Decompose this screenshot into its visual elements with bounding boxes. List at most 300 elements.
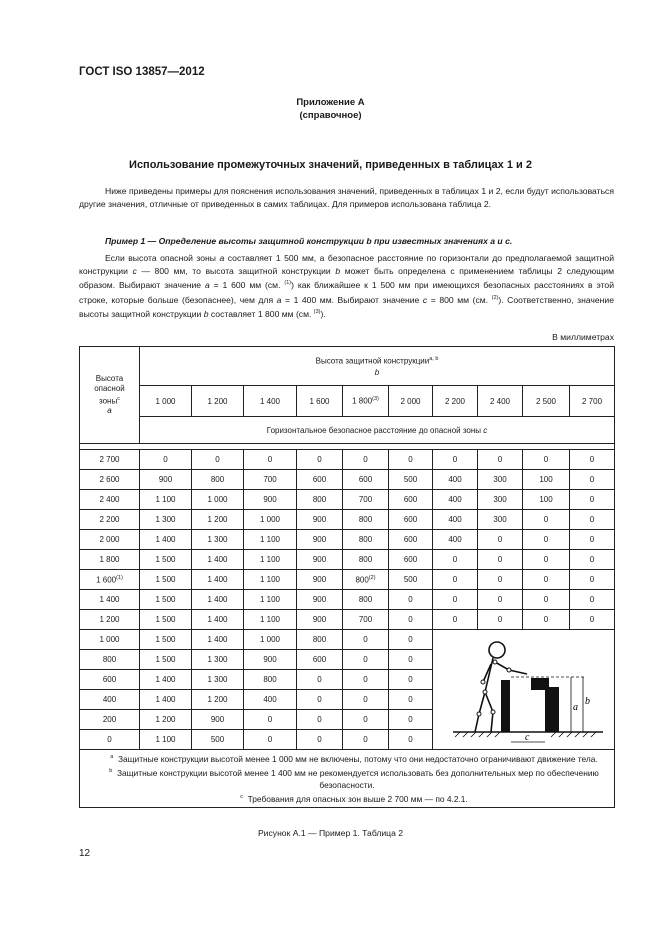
distance-value: 1 300 (207, 655, 228, 664)
distance-cell (389, 650, 433, 670)
ref-mark: (2) (368, 574, 376, 581)
distance-cell (343, 570, 389, 590)
distance-cell (389, 610, 433, 630)
distance-value: 0 (543, 515, 549, 524)
distance-value: 0 (543, 575, 549, 584)
distance-value: 0 (589, 495, 595, 504)
distance-header-text: Горизонтальное безопасное расстояние до опасной зоны (266, 425, 484, 435)
distance-value: 900 (312, 535, 327, 544)
distance-cell (433, 590, 478, 610)
distance-cell (297, 550, 343, 570)
distance-cell (297, 690, 343, 710)
zone-height-text: 2 600 (99, 475, 120, 484)
safety-distance-table (79, 346, 615, 808)
appendix-type: (справочное) (299, 110, 362, 121)
distance-value: 400 (448, 535, 462, 544)
distance-cell (140, 470, 192, 490)
distance-value: 0 (267, 455, 273, 464)
example-text: может быть определена с применением таблицы 2 следующим образом. Выбирают значение (79, 265, 615, 291)
distance-value: 1 400 (207, 635, 228, 644)
zone-height-text: 1 600 (96, 575, 117, 585)
var-b: b (335, 265, 341, 276)
hazard-zone-object (531, 678, 559, 732)
distance-value: 1 400 (155, 695, 176, 704)
distance-value: 1 300 (207, 675, 228, 684)
zone-height-text: 400 (102, 695, 117, 704)
zone-height-cell (80, 550, 140, 570)
table-row (80, 550, 615, 570)
distance-value: 300 (493, 475, 507, 484)
distance-cell (433, 570, 478, 590)
distance-cell (297, 730, 343, 750)
var-c: c (132, 265, 137, 276)
zone-height-cell (80, 630, 140, 650)
distance-value: 0 (317, 735, 322, 744)
distance-value: 600 (312, 475, 327, 484)
distance-cell (478, 550, 523, 570)
section-title: Использование промежуточных значений, приведенных в таблицах 1 и 2 (129, 159, 532, 171)
distance-cell (389, 450, 433, 470)
distance-cell (244, 610, 297, 630)
distance-cell (244, 710, 297, 730)
distance-cell (297, 710, 343, 730)
distance-cell (297, 530, 343, 550)
barrier-height-text: 2 200 (444, 396, 466, 406)
distance-value: 1 400 (207, 595, 228, 604)
distance-cell (343, 590, 389, 610)
distance-value: 0 (589, 555, 595, 564)
distance-value: 0 (452, 555, 458, 564)
distance-cell (478, 510, 523, 530)
distance-value: 0 (363, 455, 368, 464)
distance-value: 1 000 (259, 515, 281, 524)
example-text: Если высота опасной зоны (105, 253, 220, 263)
distance-cell (343, 510, 389, 530)
zone-height-cell (80, 670, 140, 690)
distance-value: 0 (363, 635, 368, 644)
barrier-height-text: 1 400 (259, 396, 281, 406)
distance-cell (244, 450, 297, 470)
distance-value: 800 (358, 595, 373, 604)
distance-cell (570, 610, 615, 630)
distance-cell (389, 570, 433, 590)
distance-value: 0 (408, 675, 413, 684)
intro-paragraph (79, 185, 614, 210)
zone-height-text: 2 200 (99, 515, 120, 524)
distance-cell (478, 570, 523, 590)
zone-height-text: 2 700 (99, 455, 120, 464)
barrier-height-text: 1 600 (309, 396, 330, 406)
distance-value: 0 (589, 535, 595, 544)
zone-height-cell (80, 710, 140, 730)
distance-value: 1 100 (155, 735, 176, 744)
distance-cell (140, 530, 192, 550)
distance-cell (343, 730, 389, 750)
example-text: = 1 600 мм (см. (209, 280, 285, 291)
distance-value: 800 (210, 475, 225, 484)
figure-caption: Рисунок А.1 — Пример 1. Таблица 2 (257, 828, 404, 838)
distance-value: 1 500 (155, 615, 176, 624)
zone-height-cell (80, 490, 140, 510)
distance-value: 300 (493, 515, 507, 524)
distance-cell (244, 530, 297, 550)
zone-header-text: зоны (99, 396, 118, 406)
zone-height-text: 1 200 (99, 615, 120, 624)
label-c: c (525, 731, 530, 743)
distance-cell (478, 450, 523, 470)
distance-value: 1 100 (259, 575, 281, 584)
distance-cell (297, 610, 343, 630)
distance-cell (140, 710, 192, 730)
distance-cell (478, 610, 523, 630)
distance-cell (343, 710, 389, 730)
distance-value: 0 (408, 455, 413, 464)
distance-value: 0 (543, 615, 549, 624)
distance-cell (244, 550, 297, 570)
distance-cell (478, 590, 523, 610)
distance-cell (523, 530, 570, 550)
page-number: 12 (79, 848, 91, 859)
distance-cell (343, 630, 389, 650)
distance-value: 1 000 (259, 635, 281, 644)
distance-value: 0 (408, 595, 413, 604)
example-paragraph (79, 252, 614, 321)
distance-cell (523, 550, 570, 570)
var-c: c (422, 294, 428, 305)
distance-value: 0 (363, 715, 368, 724)
distance-value: 100 (539, 475, 553, 484)
distance-cell (297, 570, 343, 590)
distance-cell (297, 590, 343, 610)
distance-cell (244, 490, 297, 510)
barrier-header-text: Высота защитной конструкции (315, 356, 430, 366)
distance-value: 100 (539, 495, 553, 504)
zone-height-cell (80, 470, 140, 490)
barrier-height-value (244, 386, 297, 417)
distance-cell (523, 490, 570, 510)
distance-value: 1 300 (207, 535, 228, 544)
distance-value: 1 300 (155, 515, 176, 524)
distance-cell (140, 590, 192, 610)
zone-height-text: 600 (102, 675, 117, 684)
zone-height-text: 1 400 (99, 595, 120, 604)
footnote (84, 766, 610, 791)
distance-cell (244, 470, 297, 490)
distance-cell (192, 470, 244, 490)
distance-value: 0 (163, 455, 168, 464)
distance-cell (389, 590, 433, 610)
barrier-height-value (570, 386, 615, 417)
distance-cell (297, 490, 343, 510)
ref-mark: (3) (372, 396, 379, 403)
distance-cell (140, 670, 192, 690)
zone-height-cell (80, 450, 140, 470)
distance-value: 500 (210, 735, 225, 744)
barrier-height-value (433, 386, 478, 417)
distance-cell (389, 630, 433, 650)
distance-value: 600 (403, 495, 418, 504)
distance-value: 900 (312, 515, 327, 524)
distance-cell (244, 570, 297, 590)
distance-value: 1 400 (155, 675, 176, 684)
distance-value: 1 400 (207, 615, 228, 624)
distance-cell (389, 730, 433, 750)
distance-cell (523, 610, 570, 630)
distance-value: 0 (408, 735, 413, 744)
distance-value: 1 200 (207, 695, 228, 704)
distance-cell (244, 690, 297, 710)
example-text: = 1 400 мм. Выбирают значение (281, 294, 423, 305)
distance-cell (570, 590, 615, 610)
footnotes (80, 750, 615, 808)
distance-value: 0 (589, 475, 595, 484)
distance-cell (523, 470, 570, 490)
zone-height-text: 1 800 (99, 555, 120, 564)
distance-value: 0 (267, 735, 273, 744)
zone-height-header (80, 347, 140, 444)
distance-cell (570, 530, 615, 550)
distance-cell (244, 650, 297, 670)
barrier-height-text: 1 200 (207, 396, 228, 406)
distance-cell (389, 690, 433, 710)
distance-value: 0 (497, 555, 503, 564)
example-text: составляет 1 500 мм, а безопасное расстояние по горизонтали до предполагаемой защитной конструкции (79, 253, 614, 276)
label-b: b (585, 695, 590, 707)
distance-value: 1 100 (259, 615, 281, 624)
var-a: a (219, 253, 225, 263)
distance-cell (140, 450, 192, 470)
distance-cell (523, 510, 570, 530)
distance-value: 900 (312, 555, 327, 564)
footnotes-row (80, 750, 615, 808)
barrier-height-value (343, 386, 389, 417)
distance-value: 800 (358, 555, 373, 564)
zone-height-text: 2 400 (99, 495, 120, 504)
distance-cell (192, 710, 244, 730)
zone-height-cell (80, 590, 140, 610)
zone-height-text: 800 (102, 655, 117, 664)
distance-value: 0 (543, 555, 549, 564)
footnote-mark: b (109, 768, 113, 775)
distance-cell (244, 510, 297, 530)
distance-value: 0 (497, 595, 503, 604)
distance-cell (343, 690, 389, 710)
distance-cell (343, 650, 389, 670)
distance-cell (433, 610, 478, 630)
distance-cell (343, 470, 389, 490)
distance-cell (478, 530, 523, 550)
distance-value: 900 (312, 595, 327, 604)
distance-value: 900 (312, 575, 327, 584)
var-a: a (276, 294, 282, 305)
distance-cell (343, 550, 389, 570)
footnote-mark: a (110, 754, 114, 760)
distance-value: 0 (497, 455, 503, 464)
distance-value: 0 (408, 655, 413, 664)
distance-value: 1 200 (155, 715, 176, 724)
distance-value: 0 (408, 715, 413, 724)
distance-cell (192, 450, 244, 470)
distance-cell (570, 550, 615, 570)
distance-value: 0 (408, 695, 413, 704)
distance-value: 500 (403, 575, 418, 584)
distance-cell (297, 450, 343, 470)
table-row (80, 510, 615, 530)
distance-value: 1 100 (259, 595, 281, 604)
barrier-height-text: 2 500 (535, 396, 557, 406)
distance-cell (244, 730, 297, 750)
distance-value: 700 (358, 615, 373, 624)
distance-value: 1 000 (207, 495, 228, 504)
footnote-mark: a, b (429, 356, 439, 363)
distance-cell (192, 650, 244, 670)
distance-value: 900 (263, 495, 277, 504)
distance-value: 700 (263, 475, 277, 484)
distance-cell (297, 510, 343, 530)
distance-value: 800 (263, 675, 277, 684)
distance-value: 600 (403, 555, 418, 564)
distance-value: 0 (589, 515, 595, 524)
distance-value: 1 100 (155, 495, 176, 504)
distance-value: 0 (317, 455, 322, 464)
distance-value: 900 (158, 475, 173, 484)
distance-value: 800 (312, 495, 327, 504)
distance-cell (192, 510, 244, 530)
distance-value: 600 (312, 655, 327, 664)
header-row-c-title (80, 417, 615, 444)
footnote-text: Требования для опасных зон выше 2 700 мм — по 4.2.1. (247, 793, 468, 804)
distance-value: 0 (543, 535, 549, 544)
distance-cell (389, 470, 433, 490)
distance-value: 1 400 (207, 555, 228, 564)
zone-height-cell (80, 570, 140, 590)
barrier-figure-cell (433, 630, 615, 750)
distance-value: 400 (448, 475, 462, 484)
distance-value: 0 (452, 595, 458, 604)
example-text: ) как ближайшее к 1 500 мм при имеющихся безопасных расстояниях в этой строке, которые больше (безопаснее), чем для (79, 280, 614, 305)
distance-cell (389, 550, 433, 570)
distance-value: 0 (452, 575, 458, 584)
distance-value: 0 (589, 595, 595, 604)
distance-cell (297, 470, 343, 490)
barrier-diagram (433, 634, 619, 746)
distance-value: 0 (363, 695, 368, 704)
distance-value: 1 500 (155, 595, 176, 604)
barrier-height-text: 2 000 (400, 396, 421, 406)
distance-value: 1 500 (155, 555, 176, 564)
distance-value: 0 (543, 595, 549, 604)
example-text: — 800 мм, то высота защитной конструкции (136, 265, 336, 276)
barrier-height-text: 1 000 (155, 396, 176, 406)
distance-value: 0 (497, 535, 503, 544)
distance-cell (478, 470, 523, 490)
distance-cell (244, 590, 297, 610)
distance-cell (140, 690, 192, 710)
zone-height-cell (80, 730, 140, 750)
person-head (489, 642, 505, 658)
example-text: ). Соответственно, значение высоты защитной конструкции (79, 294, 615, 319)
zone-height-cell (80, 690, 140, 710)
barrier-height-text: 1 800 (352, 396, 373, 406)
distance-value: 800 (312, 635, 327, 644)
barrier-height-value (192, 386, 244, 417)
footnote-mark: c (240, 794, 243, 801)
distance-cell (433, 510, 478, 530)
zone-height-text: 1 000 (99, 635, 120, 644)
distance-value: 0 (408, 635, 413, 644)
units-note: В миллиметрах (552, 332, 614, 342)
distance-cell (478, 490, 523, 510)
distance-cell (192, 590, 244, 610)
distance-cell (570, 510, 615, 530)
table-row (80, 590, 615, 610)
distance-cell (192, 530, 244, 550)
zone-header-symbol: a (107, 406, 112, 416)
distance-value: 1 500 (155, 575, 176, 584)
footnote (84, 752, 610, 765)
distance-value: 0 (363, 735, 368, 744)
distance-value: 1 400 (155, 535, 176, 544)
protective-barrier (501, 680, 510, 732)
distance-cell (244, 670, 297, 690)
footnote-text: Защитные конструкции высотой менее 1 000 мм не включены, потому что они недостаточно ограничивают движение тела. (117, 753, 598, 764)
table-row (80, 470, 615, 490)
distance-value: 500 (403, 475, 418, 484)
distance-cell (343, 610, 389, 630)
distance-cell (140, 730, 192, 750)
zone-header-text: опасной (94, 383, 125, 393)
distance-cell (192, 490, 244, 510)
distance-value: 0 (452, 455, 458, 464)
distance-cell (140, 650, 192, 670)
distance-cell (140, 490, 192, 510)
distance-cell (192, 610, 244, 630)
distance-cell (297, 670, 343, 690)
distance-value: 0 (267, 715, 273, 724)
distance-cell (192, 550, 244, 570)
barrier-height-value (297, 386, 343, 417)
ref-mark: (3) (313, 309, 321, 316)
distance-value: 800 (358, 535, 373, 544)
example-text: ). (320, 308, 326, 319)
distance-value: 0 (363, 655, 368, 664)
horizontal-distance-header (140, 417, 615, 444)
distance-cell (343, 530, 389, 550)
distance-cell (140, 630, 192, 650)
table-row (80, 610, 615, 630)
distance-cell (523, 590, 570, 610)
distance-value: 1 400 (207, 575, 228, 584)
distance-cell (570, 450, 615, 470)
distance-cell (433, 450, 478, 470)
distance-value: 0 (589, 575, 595, 584)
distance-cell (343, 670, 389, 690)
footnote-text: Защитные конструкции высотой менее 1 400 мм не рекомендуется использовать без дополнительных мер по обеспечению безопасности. (116, 768, 599, 790)
distance-value: 300 (493, 495, 507, 504)
example-heading: Пример 1 — Определение высоты защитной конструкции b при известных значениях a и c. (105, 236, 513, 246)
distance-value: 0 (497, 615, 503, 624)
zone-height-cell (80, 610, 140, 630)
distance-cell (297, 650, 343, 670)
zone-height-cell (80, 530, 140, 550)
distance-value: 1 500 (155, 655, 176, 664)
distance-value: 0 (363, 675, 368, 684)
distance-value: 900 (263, 655, 277, 664)
distance-value: 1 200 (207, 515, 228, 524)
footnote-mark: c (117, 395, 120, 402)
distance-value: 0 (215, 455, 220, 464)
distance-value: 400 (263, 695, 277, 704)
